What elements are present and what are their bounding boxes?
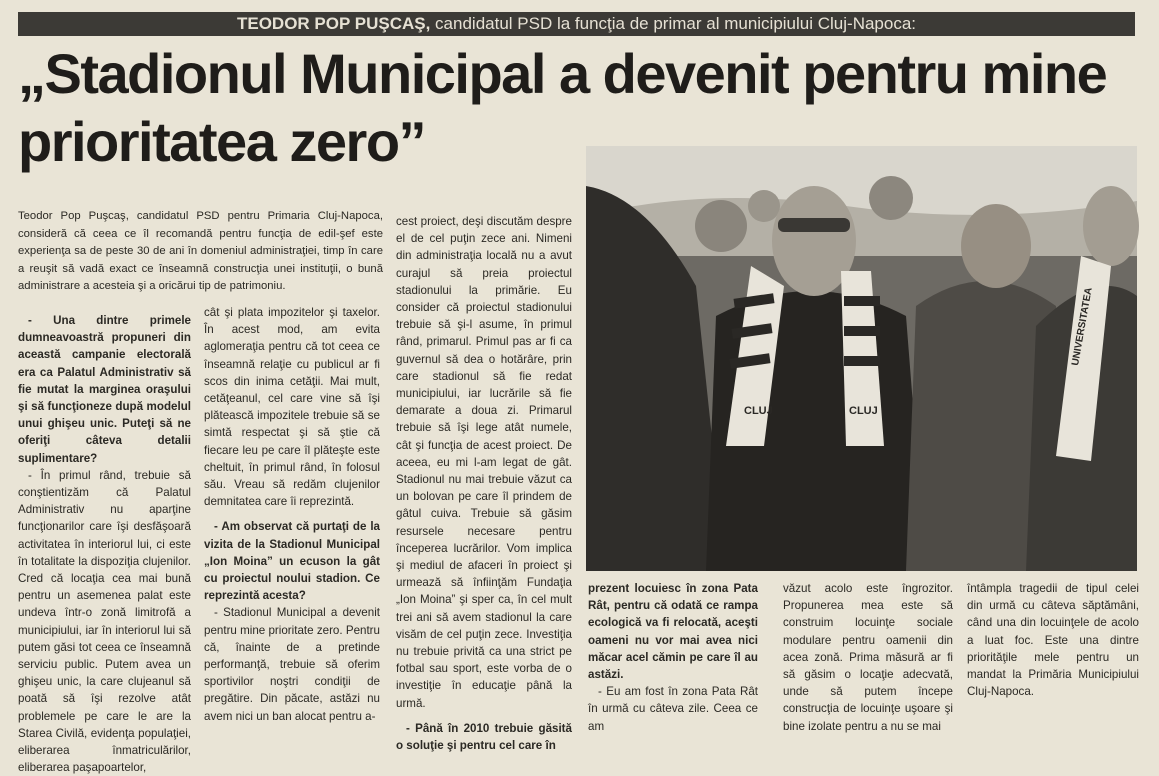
kicker-text: candidatul PSD la funcţia de primar al municipiului Cluj-Napoca: xyxy=(430,14,917,33)
interview-answer: întâmpla tragedii de tipul celei din urmă cu câteva săptămâni, când una din locuinţele de acolo a luat foc. Este una dintre priorităţile mele pentru un mandat la Primăria Municipiului Cluj-Napoca. xyxy=(967,582,1139,699)
article-column-1 xyxy=(18,312,191,775)
interview-question: - Am observat că purtaţi de la vizita de la Stadionul Municipal „Ion Moina” un ecuson la gât cu proiectul noului stadion. Ce reprezintă acesta? xyxy=(204,520,380,603)
scarf-text-far-right: UNIVERSITATEA xyxy=(1070,286,1095,367)
interview-question: - Până în 2010 trebuie găsită o soluţie şi pentru cel care în xyxy=(396,721,572,753)
interview-answer: cât şi plata impozitelor şi taxelor. În acest mod, am evita aglomeraţia pentru că tot ceea ce înseamnă relaţie cu publicul ar fi scos din inima cetăţii. Mai mult, cetăţeanul, cel care vine să îşi plătească impozitele trebuie să se simtă respectat şi să ştie că fiecare leu pe care îl plăteşte este cheltuit, în primul rând, în folosul său. Vreau să redăm clujenilor demnitatea care îi reprezintă. xyxy=(204,306,380,509)
scarf-text-left: CLUJ xyxy=(744,405,773,417)
interview-question: prezent locuiesc în zona Pata Rât, pentru că odată ce rampa ecologică va fi relocată, aceşti oameni nu vor mai avea nici măcar acel cămin pe care îl au astăzi. xyxy=(588,582,758,682)
kicker-name: TEODOR POP PUŞCAŞ, xyxy=(236,14,431,33)
article-column-2 xyxy=(204,304,380,722)
lede: Teodor Pop Puşcaş, candidatul PSD pentru Primaria Cluj-Napoca, consideră că ceea ce îl recomandă pentru funcţia de edil-şef este experienţa sa de peste 30 de ani în domeniul administraţiei, timp în care a reuşit să vadă exact ce înseamnă construcţia unei instituţii, o bună administrare a acesteia şi a oricărui tip de patrimoniu. xyxy=(18,210,383,292)
scarf-text-right: CLUJ xyxy=(849,405,878,417)
photo-candidate-stadium xyxy=(586,146,1137,571)
interview-question: - Una dintre primele dumneavoastră propuneri din această campanie electorală era ca Palatul Administrativ să fie mutat la marginea oraşului şi să funcţioneze după modelul unui ghişeu unic. Puteţi să ne oferiţi câteva detalii suplimentare? xyxy=(18,314,191,465)
kicker-banner xyxy=(18,12,1135,36)
article-column-6 xyxy=(967,580,1139,730)
headline: „Stadionul Municipal a devenit pentru mine prioritatea zero” xyxy=(18,42,1107,173)
interview-answer: - Stadionul Municipal a devenit pentru mine prioritate zero. Pentru că, înainte de a pretinde performanţă, trebuie să oferim sportivilor noştri condiţii de pregătire. Din păcate, astăzi nu avem nici un ban alocat pentru a- xyxy=(204,606,380,723)
interview-answer: cest proiect, deşi discutăm despre el de cel puţin zece ani. Nimeni din administraţia locală nu a avut curajul să preia proiectul stadionului la primărie. Eu consider că proiectul stadionului trebuie să şi-l asume, în primul rând, primarul. Primul pas ar fi ca guvernul să dea o hotărâre, prin care stadionul să fie redat municipiului, iar lucrările să fie demarate a doua zi. Primarul trebuie să îşi lege atât numele, cât şi funcţia de acest proiect. De aceea, eu mi l-am legat de gât. Stadionul nu mai trebuie văzut ca un bolovan pe care îl prindem de gâtul cuiva. Trebuie să găsim resursele necesare pentru începerea lucrărilor. Vom implica şi mediul de afaceri în proiect şi urmează să înfiinţăm Fundaţia „Ion Moina” şi sper ca, în cel mult trei ani să avem stadionul la care visăm de cel puţin zece. Investiţia nu trebuie privită ca una strict pe fotbal sau sport, este vorba de o investiţie în educaţie până la urmă. xyxy=(396,215,572,710)
interview-answer: - În primul rând, trebuie să conştientizăm că Palatul Administrativ nu aparţine funcţionarilor care îşi desfăşoară activitatea în interiorul lui, ci este în totalitate la dispoziţia clujenilor. Cred că locaţia cea mai bună pentru un asemenea palat este undeva într-o zonă limitrofă a municipiului, iar în interiorul lui să putem găsi tot ceea ce înseamnă serviciu public. Putem avea un ghişeu unic, la care clujeanul să poată să îşi rezolve atât problemele pe care le are la Starea Civilă, evidenţa populaţiei, eliberarea înmatriculărilor, eliberarea paşapoartelor, xyxy=(18,468,191,775)
article-column-4 xyxy=(588,580,758,733)
interview-answer: - Eu am fost în zona Pata Rât în urmă cu câteva zile. Ceea ce am xyxy=(588,685,758,733)
interview-answer: văzut acolo este îngrozitor. Propunerea mea este să construim locuinţe sociale modulare pentru oamenii din acea zonă. Prima măsură ar fi să găsim o locaţie adecvată, unde să putem începe construcţia de locuinţe uşoare şi bine izolate pentru a nu se mai xyxy=(783,582,953,733)
photo-illustration xyxy=(586,146,1137,571)
article-column-3 xyxy=(396,213,572,753)
article-column-5 xyxy=(783,580,953,733)
